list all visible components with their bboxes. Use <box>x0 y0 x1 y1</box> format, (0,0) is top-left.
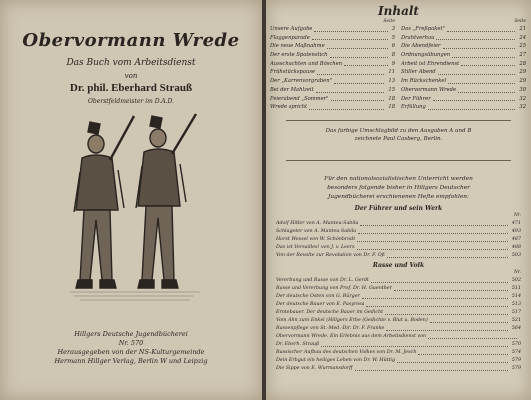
item-number: 6 <box>391 43 395 50</box>
number-column-label: Nr. <box>513 213 521 218</box>
divider <box>286 120 511 121</box>
item-number: 15 <box>388 86 395 93</box>
item-number: 30 <box>519 86 526 93</box>
item-title: Der Führer <box>401 95 431 102</box>
leader-dots <box>321 341 508 347</box>
item-number: 28 <box>519 60 526 67</box>
leader-dots <box>317 68 384 75</box>
item-title: Feierabend „Sommer" <box>270 95 329 102</box>
item-number: 493 <box>511 229 521 234</box>
number-column-label: Nr. <box>513 270 521 275</box>
list-fuehrer <box>276 213 521 260</box>
leader-dots <box>433 95 516 102</box>
leader-dots <box>316 86 385 93</box>
item-number: 579 <box>511 366 521 371</box>
list-item <box>401 51 526 60</box>
list-item <box>270 60 395 69</box>
leader-dots <box>385 309 508 315</box>
author-name: Dr. phil. Eberhard Strauß <box>69 82 193 94</box>
list-item <box>401 34 526 43</box>
item-number: 513 <box>511 302 521 307</box>
item-title: Die Sippe von E. Wurmansdorff <box>276 366 353 371</box>
item-title: Das „Freßpaket" <box>401 26 445 32</box>
series-line: Nr. 570 <box>118 339 144 347</box>
leader-dots <box>371 277 508 283</box>
list-item <box>401 68 526 77</box>
leader-dots <box>438 68 516 75</box>
item-number: 21 <box>519 26 526 32</box>
item-number: 29 <box>519 78 526 85</box>
item-title: Wrede spricht <box>270 104 308 111</box>
list-item <box>401 60 526 69</box>
list-item <box>401 42 526 51</box>
list-item <box>270 51 395 60</box>
list-item <box>276 365 521 373</box>
series-imprint <box>0 330 262 366</box>
item-title: Der erste Spatenstich <box>270 52 328 59</box>
item-title: Drahtverhau <box>401 34 435 41</box>
leader-dots <box>452 51 515 58</box>
leader-dots <box>312 34 388 41</box>
leader-dots <box>366 301 507 307</box>
item-title: Im Rückschenkel <box>401 78 447 85</box>
recommendation-line: Für den nationalsozialistischen Unterricht werden <box>324 176 473 182</box>
recommendation-line: besonders folgende bisher in Hillgers Deutscher <box>327 185 470 191</box>
list-item <box>276 349 521 357</box>
list-item <box>276 309 521 317</box>
leader-dots <box>436 34 515 41</box>
list-item <box>270 34 395 43</box>
item-number: 471 <box>511 221 521 226</box>
item-number: 9 <box>391 60 395 67</box>
list-rasse <box>276 270 521 373</box>
list-item <box>276 333 521 341</box>
item-number: 564 <box>511 326 521 331</box>
item-title: Das ist Versailles! von J. v. Leers <box>276 245 355 250</box>
item-title: Dr. Eberh. Strauß <box>276 342 320 347</box>
item-number: 570 <box>511 342 521 347</box>
list-item <box>276 301 521 309</box>
leader-dots <box>394 285 508 291</box>
leader-dots <box>358 228 508 234</box>
toc-column-right <box>401 19 526 112</box>
item-title: Obervormann Wrede <box>401 86 457 93</box>
list-item <box>270 42 395 51</box>
item-title: Rassenpflege von St.-Med.-Dir. Dr. F. Franke <box>276 326 385 331</box>
list-item <box>276 325 521 333</box>
list-item <box>401 86 526 95</box>
leader-dots <box>344 60 388 67</box>
item-title: Erfüllung <box>401 104 426 111</box>
recommendation-line: Jugendbücherei erschienenen Hefte empfohlen: <box>328 194 469 200</box>
item-title: Der „Karrenvorgraben" <box>270 78 332 85</box>
item-number: 488 <box>511 245 521 250</box>
item-title: Ordnungsübungen <box>401 52 451 59</box>
item-number: 574 <box>511 350 521 355</box>
item-number: 8 <box>391 52 395 59</box>
item-title: Rasse und Vererbung von Prof. Dr. H. Guenther <box>276 286 392 291</box>
leader-dots <box>443 42 516 49</box>
list-item <box>276 357 521 365</box>
contents-page <box>266 0 531 400</box>
soldiers-illustration <box>60 112 210 312</box>
cover-credit-line: zeichnete Paul Casberg, Berlin. <box>354 136 443 142</box>
item-number: 13 <box>388 78 395 85</box>
item-title: Die Abendfeier <box>401 43 441 50</box>
list-item <box>270 103 395 112</box>
list-item <box>276 317 521 325</box>
item-number: 32 <box>519 95 526 102</box>
list-item <box>401 77 526 86</box>
list-item <box>276 341 521 349</box>
list-item <box>276 285 521 293</box>
series-line: Hermann Hillger Verlag, Berlin W und Leipzig <box>54 357 208 365</box>
by-label: von <box>124 72 138 80</box>
leader-dots <box>357 244 508 250</box>
item-title: Bei der Mahlzeit <box>270 86 314 93</box>
list-item <box>270 86 395 95</box>
item-title: Obervormann Wrede. Ein Erlebnis aus dem Arbeitsdienst von <box>276 334 427 339</box>
item-number: 579 <box>511 358 521 363</box>
list-item <box>276 244 521 252</box>
leader-dots <box>386 325 508 331</box>
item-number: 511 <box>511 286 521 291</box>
list-item <box>276 236 521 244</box>
leader-dots <box>397 357 508 363</box>
item-number: 18 <box>388 95 395 102</box>
leader-dots <box>334 77 384 84</box>
item-title: Schlageter von A. Manteu-Sabila <box>276 229 357 234</box>
item-number: 27 <box>519 52 526 59</box>
book-title: Obervormann Wrede <box>22 30 240 51</box>
cover-credit-line: Das farbige Umschlagbild zu den Ausgaben A und B <box>325 128 472 134</box>
page-column-label: Seite <box>383 19 395 24</box>
leader-dots <box>458 86 515 93</box>
list-item <box>270 68 395 77</box>
leader-dots <box>355 365 508 371</box>
leader-dots <box>418 349 508 355</box>
list-item <box>401 95 526 104</box>
item-number: 502 <box>511 278 521 283</box>
item-number: 24 <box>519 34 526 41</box>
leader-dots <box>428 103 516 110</box>
list-item <box>276 293 521 301</box>
list-item <box>270 25 395 34</box>
item-number: 11 <box>388 69 395 76</box>
recommendation-note <box>274 175 523 202</box>
leader-dots <box>362 293 508 299</box>
cover-page <box>0 0 262 400</box>
item-title: Die neue Maßnahme <box>270 43 325 50</box>
leader-dots <box>331 95 385 102</box>
item-number: 29 <box>519 69 526 76</box>
book-subtitle: Das Buch vom Arbeitsdienst <box>66 58 196 68</box>
contents-heading: Inhalt <box>378 4 419 18</box>
item-number <box>519 333 521 341</box>
item-number: 503 <box>511 253 521 258</box>
leader-dots <box>447 25 515 32</box>
item-title: Der deutsche Osten von G. Bürger <box>276 294 360 299</box>
section-heading-rasse: Rasse und Volk <box>372 262 425 269</box>
item-title: Von der Revolte zur Revolution von Dr. F. Oß <box>276 253 385 258</box>
leader-dots <box>448 77 515 84</box>
item-title: Frühstückspause <box>270 69 316 76</box>
item-number: 514 <box>511 294 521 299</box>
section-heading-fuehrer: Der Führer und sein Werk <box>354 205 443 212</box>
list-item <box>276 228 521 236</box>
item-number: 25 <box>519 43 526 50</box>
list-item <box>401 25 526 34</box>
list-item <box>276 277 521 285</box>
leader-dots <box>430 317 508 323</box>
leader-dots <box>428 333 517 339</box>
item-title: Horst Wessel von W. Schönbrodt <box>276 237 356 242</box>
item-title: Stiller Abend <box>401 69 436 76</box>
leader-dots <box>360 220 508 226</box>
list-item <box>276 252 521 260</box>
item-number: 487 <box>511 237 521 242</box>
series-line: Hillgers Deutsche Jugendbücherei <box>74 330 188 338</box>
leader-dots <box>327 42 388 49</box>
item-number: 18 <box>388 104 395 111</box>
item-title: Dein Erbgut ein heiliges Lehen von Dr. W. Hüttig <box>276 358 396 363</box>
item-title: Erntebauer. Der deutsche Bauer im Gedicht <box>276 310 384 315</box>
page-column-label: Seite <box>514 19 526 24</box>
item-number: 32 <box>519 104 526 111</box>
item-title: Ausschachten und Böschen <box>270 60 343 67</box>
item-title: Adolf Hitler von A. Manteu-Sabila <box>276 221 359 226</box>
leader-dots <box>309 103 384 110</box>
leader-dots <box>387 252 508 258</box>
item-title: Arbeit ist Ehrendienst <box>401 60 460 67</box>
item-number: 517 <box>511 310 521 315</box>
item-title: Unsere Aufgabe <box>270 26 313 32</box>
item-number: 521 <box>511 318 521 323</box>
item-title: Rassischer Aufbau des deutschen Volkes von Dr. M. Jesch <box>276 350 417 355</box>
item-number: 5 <box>391 34 395 41</box>
list-item <box>270 77 395 86</box>
series-line: Herausgegeben von der NS-Kulturgemeinde <box>57 348 205 356</box>
leader-dots <box>357 236 508 242</box>
cover-credit <box>276 127 521 143</box>
toc-column-left <box>270 19 395 112</box>
divider <box>286 160 511 161</box>
author-role: Oberstfeldmeister im D.A.D. <box>88 98 174 105</box>
item-number: 3 <box>391 26 395 32</box>
item-title: Flaggenparade <box>270 34 310 41</box>
list-item <box>270 95 395 104</box>
list-item <box>401 103 526 112</box>
leader-dots <box>314 25 387 32</box>
item-title: Vom Ahn zum Enkel (Hillgers Erbe (Gedichte v. Blut u. Boden) <box>276 318 428 323</box>
leader-dots <box>330 51 388 58</box>
item-title: Vererbung und Rasse von Dr. L. Gerdt <box>276 278 369 283</box>
list-item <box>276 220 521 228</box>
item-title: Der deutsche Bauer von E. Pasyrosa <box>276 302 365 307</box>
leader-dots <box>461 60 515 67</box>
